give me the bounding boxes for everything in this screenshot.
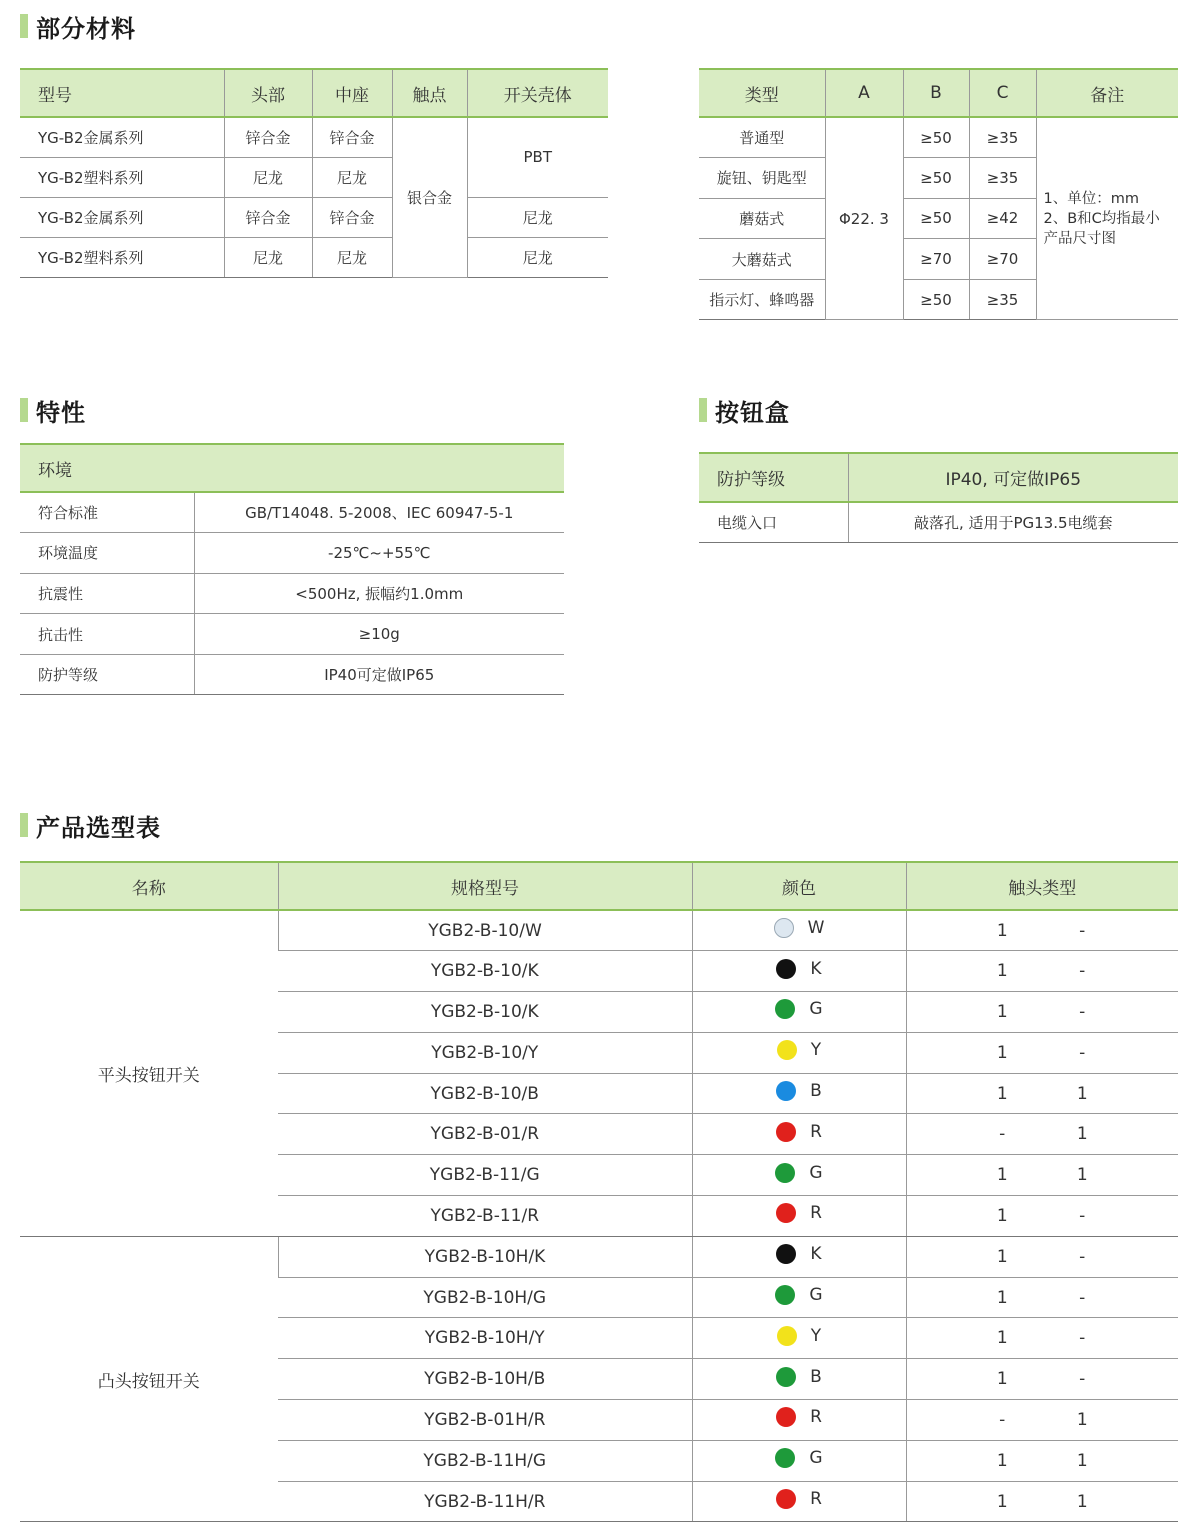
model-cell: YGB2-B-01H/R (278, 1400, 692, 1441)
contact-values (987, 1165, 1097, 1185)
model-cell: YGB2-B-11H/R (278, 1481, 692, 1522)
protection-label: 防护等级 (699, 453, 848, 502)
contact-values (987, 1492, 1097, 1512)
contact-type-cell (906, 951, 1178, 992)
contact-nc: - (1079, 1042, 1086, 1063)
model-cell: YG-B2塑料系列 (20, 237, 224, 277)
model-cell: YGB2-B-10H/B (278, 1359, 692, 1400)
color-dot-icon (775, 1285, 795, 1305)
color-dot-icon (776, 1081, 796, 1101)
color-cell (692, 1359, 906, 1400)
header-model: 规格型号 (278, 862, 692, 910)
color-cell (692, 1236, 906, 1277)
property-label: 抗击性 (20, 614, 194, 655)
b-cell: ≥50 (903, 198, 969, 239)
color-dot-icon (776, 1203, 796, 1223)
color-dot-icon (775, 1163, 795, 1183)
color-label: B (810, 1366, 822, 1387)
contact-type-cell (906, 1073, 1178, 1114)
contact-values (987, 1328, 1097, 1348)
header-name: 名称 (20, 862, 278, 910)
table-header-row (699, 453, 1178, 502)
contact-values (987, 1369, 1097, 1389)
title-accent-bar (699, 398, 707, 422)
contact-no: 1 (996, 1205, 1008, 1226)
header-note: 备注 (1036, 69, 1178, 117)
contact-values (987, 1288, 1097, 1308)
property-label: 抗震性 (20, 573, 194, 614)
table-row (20, 614, 564, 655)
color-dot-icon (777, 1326, 797, 1346)
contact-cell: 银合金 (392, 117, 467, 277)
contact-type-cell (906, 1114, 1178, 1155)
model-cell: YGB2-B-10/W (278, 910, 692, 951)
b-cell: ≥50 (903, 117, 969, 158)
b-cell: ≥50 (903, 158, 969, 199)
table-row (20, 117, 608, 157)
contact-nc: 1 (1076, 1491, 1088, 1512)
color-indicator (776, 959, 821, 979)
contact-nc: 1 (1076, 1083, 1088, 1104)
model-cell: YGB2-B-10/K (278, 992, 692, 1033)
color-indicator (776, 1407, 822, 1427)
property-label: 环境温度 (20, 533, 194, 574)
contact-nc: - (1079, 1001, 1086, 1022)
seat-cell: 尼龙 (312, 237, 392, 277)
contact-no: 1 (996, 1328, 1008, 1349)
contact-no: 1 (996, 1287, 1008, 1308)
property-label: 符合标准 (20, 492, 194, 533)
model-cell: YGB2-B-10/Y (278, 1032, 692, 1073)
color-cell (692, 910, 906, 951)
type-cell: 大蘑菇式 (699, 239, 825, 280)
header-color: 颜色 (692, 862, 906, 910)
contact-nc: - (1079, 920, 1086, 941)
section-title-properties: 特性 (20, 395, 86, 425)
color-label: R (810, 1203, 822, 1224)
type-cell: 蘑菇式 (699, 198, 825, 239)
model-cell: YGB2-B-10/K (278, 951, 692, 992)
seat-cell: 锌合金 (312, 117, 392, 157)
type-cell: 普通型 (699, 117, 825, 158)
color-cell (692, 1440, 906, 1481)
button-box-table (699, 452, 1178, 543)
property-value: ≥10g (194, 614, 564, 655)
note-line: 1、单位：mm (1043, 190, 1139, 207)
c-cell: ≥70 (969, 239, 1036, 280)
contact-nc: - (1079, 1369, 1086, 1390)
contact-no: 1 (996, 961, 1008, 982)
model-cell: YGB2-B-10H/G (278, 1277, 692, 1318)
title-accent-bar (20, 813, 28, 837)
color-dot-icon (775, 999, 795, 1019)
model-cell: YGB2-B-11/R (278, 1196, 692, 1237)
table-row (20, 492, 564, 533)
contact-type-cell (906, 1196, 1178, 1237)
type-cell: 旋钮、钥匙型 (699, 158, 825, 199)
header-environment: 环境 (20, 444, 564, 492)
header-model: 型号 (20, 69, 224, 117)
model-cell: YGB2-B-10H/Y (278, 1318, 692, 1359)
selection-table (20, 861, 1178, 1522)
contact-no: 1 (996, 1042, 1008, 1063)
dimensions-table (699, 68, 1178, 320)
contact-values (987, 1002, 1097, 1022)
color-indicator (775, 1285, 822, 1305)
contact-values (987, 921, 1097, 941)
note-cell (1036, 117, 1178, 320)
product-name-cell: 凸头按钮开关 (20, 1236, 278, 1522)
property-value: <500Hz, 振幅约1.0mm (194, 573, 564, 614)
product-name-cell: 平头按钮开关 (20, 910, 278, 1236)
contact-nc: - (1079, 1246, 1086, 1267)
contact-type-cell (906, 1359, 1178, 1400)
contact-type-cell (906, 1236, 1178, 1277)
color-indicator (777, 1040, 821, 1060)
table-row (699, 117, 1178, 158)
contact-values (987, 1084, 1097, 1104)
section-title-selection: 产品选型表 (20, 810, 161, 840)
color-label: R (810, 1407, 822, 1428)
color-indicator (776, 1081, 822, 1101)
c-cell: ≥35 (969, 117, 1036, 158)
color-indicator (776, 1203, 822, 1223)
table-row (20, 533, 564, 574)
color-dot-icon (774, 918, 794, 938)
contact-values (987, 1206, 1097, 1226)
contact-type-cell (906, 1032, 1178, 1073)
contact-nc: 1 (1076, 1165, 1088, 1186)
contact-values (987, 1410, 1097, 1430)
property-value: IP40可定做IP65 (194, 654, 564, 695)
color-indicator (774, 918, 825, 938)
table-header-row (20, 69, 608, 117)
contact-type-cell (906, 910, 1178, 951)
color-cell (692, 951, 906, 992)
contact-values (987, 1043, 1097, 1063)
color-cell (692, 1032, 906, 1073)
a-value-cell: Φ22. 3 (825, 117, 903, 320)
contact-no: 1 (996, 1369, 1008, 1390)
note-line: 2、B和C均指最小 (1043, 210, 1160, 227)
contact-no: 1 (996, 920, 1008, 941)
property-value: -25℃~+55℃ (194, 533, 564, 574)
color-label: G (809, 1448, 823, 1469)
head-cell: 锌合金 (224, 197, 312, 237)
header-shell: 开关壳体 (467, 69, 608, 117)
table-row (20, 197, 608, 237)
contact-no: 1 (996, 1001, 1008, 1022)
title-accent-bar (20, 398, 28, 422)
head-cell: 锌合金 (224, 117, 312, 157)
color-cell (692, 992, 906, 1033)
contact-type-cell (906, 1400, 1178, 1441)
contact-nc: - (1079, 1328, 1086, 1349)
seat-cell: 锌合金 (312, 197, 392, 237)
color-dot-icon (776, 1367, 796, 1387)
contact-type-cell (906, 1155, 1178, 1196)
protection-value: IP40, 可定做IP65 (848, 453, 1178, 502)
contact-nc: 1 (1076, 1450, 1088, 1471)
color-label: R (810, 1121, 822, 1142)
contact-type-cell (906, 1440, 1178, 1481)
contact-nc: - (1079, 1287, 1086, 1308)
materials-table (20, 68, 608, 278)
color-cell (692, 1481, 906, 1522)
color-cell (692, 1114, 906, 1155)
b-cell: ≥50 (903, 279, 969, 320)
color-indicator (776, 1489, 822, 1509)
contact-nc: 1 (1076, 1409, 1088, 1430)
color-cell (692, 1073, 906, 1114)
b-cell: ≥70 (903, 239, 969, 280)
color-cell (692, 1400, 906, 1441)
properties-table (20, 443, 564, 695)
contact-values (987, 961, 1097, 981)
color-dot-icon (776, 1407, 796, 1427)
color-label: B (810, 1081, 822, 1102)
property-label: 防护等级 (20, 654, 194, 695)
color-label: Y (810, 1040, 822, 1061)
table-header-row (20, 444, 564, 492)
model-cell: YGB2-B-10/B (278, 1073, 692, 1114)
contact-no: - (999, 1409, 1006, 1430)
contact-nc: - (1079, 1205, 1086, 1226)
contact-values (987, 1451, 1097, 1471)
header-type: 类型 (699, 69, 825, 117)
contact-type-cell (906, 1481, 1178, 1522)
color-dot-icon (776, 1244, 796, 1264)
contact-no: 1 (996, 1246, 1008, 1267)
contact-values (987, 1247, 1097, 1267)
header-seat: 中座 (312, 69, 392, 117)
color-label: G (809, 1162, 823, 1183)
shell-cell: 尼龙 (467, 197, 608, 237)
color-indicator (775, 1163, 822, 1183)
contact-no: 1 (996, 1491, 1008, 1512)
contact-type-cell (906, 1277, 1178, 1318)
header-contact: 触点 (392, 69, 467, 117)
table-row (20, 1236, 1178, 1277)
header-contact-type: 触头类型 (906, 862, 1178, 910)
color-dot-icon (776, 1122, 796, 1142)
model-cell: YGB2-B-10H/K (278, 1236, 692, 1277)
contact-no: - (999, 1124, 1006, 1145)
note-line: 产品尺寸图 (1043, 230, 1116, 247)
color-label: Y (810, 1325, 822, 1346)
contact-nc: 1 (1076, 1124, 1088, 1145)
seat-cell: 尼龙 (312, 157, 392, 197)
head-cell: 尼龙 (224, 237, 312, 277)
model-cell: YG-B2金属系列 (20, 197, 224, 237)
cable-entry-label: 电缆入口 (699, 502, 848, 542)
color-indicator (775, 1448, 822, 1468)
color-dot-icon (776, 959, 796, 979)
color-cell (692, 1277, 906, 1318)
contact-nc: - (1079, 961, 1086, 982)
color-label: G (809, 999, 823, 1020)
contact-type-cell (906, 1318, 1178, 1359)
c-cell: ≥35 (969, 279, 1036, 320)
color-dot-icon (777, 1040, 797, 1060)
head-cell: 尼龙 (224, 157, 312, 197)
type-cell: 指示灯、蜂鸣器 (699, 279, 825, 320)
header-b: B (903, 69, 969, 117)
color-dot-icon (775, 1448, 795, 1468)
color-cell (692, 1318, 906, 1359)
color-indicator (776, 1367, 822, 1387)
section-title-materials: 部分材料 (20, 11, 136, 41)
color-indicator (776, 1244, 821, 1264)
model-cell: YGB2-B-01/R (278, 1114, 692, 1155)
title-accent-bar (20, 14, 28, 38)
color-label: K (810, 1244, 822, 1265)
color-dot-icon (776, 1489, 796, 1509)
shell-cell: 尼龙 (467, 237, 608, 277)
model-cell: YG-B2金属系列 (20, 117, 224, 157)
model-cell: YGB2-B-11H/G (278, 1440, 692, 1481)
table-row (699, 502, 1178, 542)
table-row (20, 910, 1178, 951)
color-label: G (809, 1285, 823, 1306)
model-cell: YGB2-B-11/G (278, 1155, 692, 1196)
contact-no: 1 (996, 1083, 1008, 1104)
color-label: W (807, 918, 825, 939)
shell-cell: PBT (467, 117, 608, 197)
table-header-row (20, 862, 1178, 910)
model-cell: YG-B2塑料系列 (20, 157, 224, 197)
header-a: A (825, 69, 903, 117)
contact-no: 1 (996, 1450, 1008, 1471)
table-row (20, 237, 608, 277)
contact-values (987, 1124, 1097, 1144)
cable-entry-value: 敲落孔, 适用于PG13.5电缆套 (848, 502, 1178, 542)
color-cell (692, 1155, 906, 1196)
c-cell: ≥42 (969, 198, 1036, 239)
color-indicator (777, 1326, 821, 1346)
header-c: C (969, 69, 1036, 117)
contact-no: 1 (996, 1165, 1008, 1186)
header-head: 头部 (224, 69, 312, 117)
color-cell (692, 1196, 906, 1237)
table-header-row (699, 69, 1178, 117)
color-indicator (775, 999, 822, 1019)
c-cell: ≥35 (969, 158, 1036, 199)
color-indicator (776, 1122, 822, 1142)
contact-type-cell (906, 992, 1178, 1033)
property-value: GB/T14048. 5-2008、IEC 60947-5-1 (194, 492, 564, 533)
color-label: K (810, 958, 822, 979)
table-row (20, 573, 564, 614)
color-label: R (810, 1489, 822, 1510)
table-row (20, 654, 564, 695)
section-title-button-box: 按钮盒 (699, 395, 790, 425)
